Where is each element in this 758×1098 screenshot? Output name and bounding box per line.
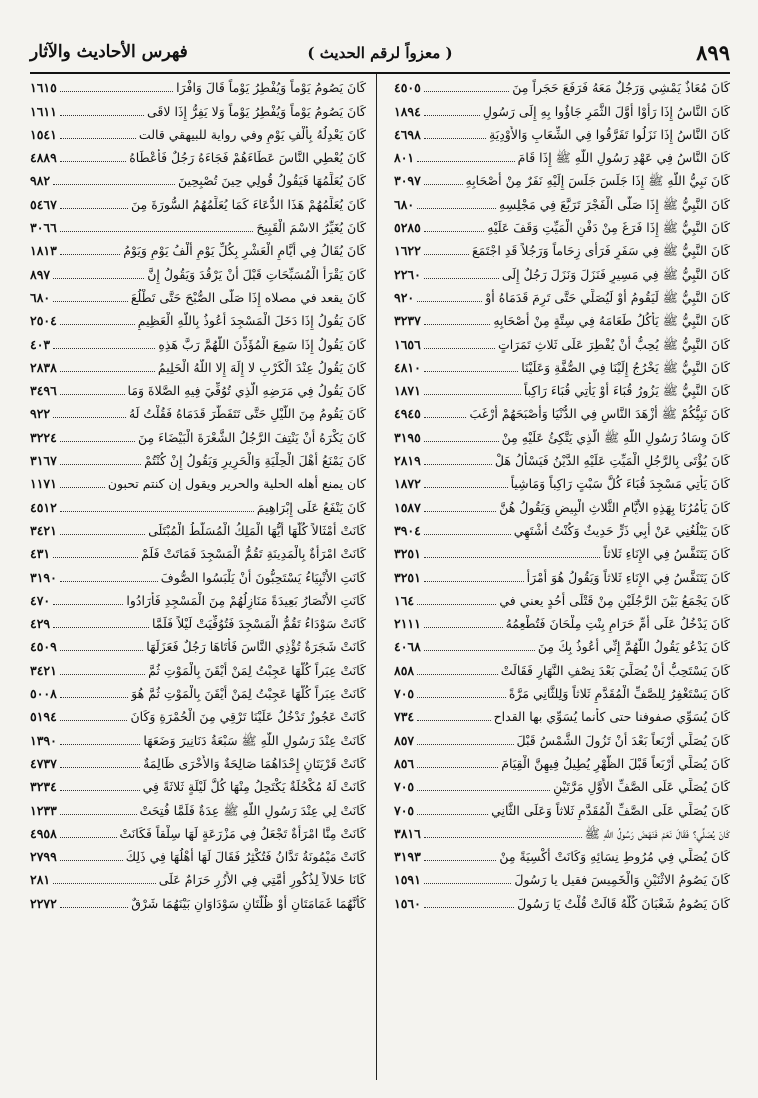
hadith-number: ٤٧٠ [30, 592, 51, 608]
hadith-incipit: كَانَ يَقُولُ إِذَا دَخَلَ الْمَسْجِدَ أَعُوذُ بِاللَّهِ الْعَظِيمِ [137, 313, 366, 329]
page-number: ٨٩٩ [696, 40, 730, 65]
hadith-incipit: كَانَ يَدْعُو يَقُولُ اللَّهُمَّ إِنِّي أَعُوذُ بِكَ مِنَ [537, 639, 730, 655]
index-entry [394, 470, 730, 493]
hadith-incipit: كَانَ النَّبِيُّ ﷺ إِذَا فَرَغَ مِنْ دَفْنِ الْمَيِّتِ وَقَفَ عَلَيْهِ [487, 220, 730, 236]
hadith-number: ١٦٥٦ [394, 336, 421, 352]
dot-leader [424, 837, 582, 838]
dot-leader [424, 184, 463, 185]
dot-leader [60, 511, 254, 512]
index-entry [394, 656, 730, 679]
dot-leader [424, 91, 509, 92]
dot-leader [53, 278, 144, 279]
hadith-incipit: كَانَ يَنْفَعُ عَلَى إِبْرَاهِيمَ [256, 499, 366, 515]
hadith-number: ١٥٩١ [394, 872, 421, 888]
index-entry [30, 167, 366, 190]
index-entry [394, 517, 730, 540]
running-subtitle: ( معزواً لرقم الحديث ) [307, 44, 453, 62]
dot-leader [424, 883, 512, 884]
index-entry [30, 796, 366, 819]
dot-leader [417, 790, 550, 791]
hadith-incipit: كَانَ يُصَلِّي أَرْبَعاً بَعْدَ أَنْ تَزُولَ الشَّمْسُ قَبْلَ [516, 732, 730, 748]
index-entry [394, 587, 730, 610]
index-entry [394, 121, 730, 144]
hadith-number: ٤٣١ [30, 546, 51, 562]
dot-leader [60, 837, 117, 838]
dot-leader [60, 138, 136, 139]
page-header [30, 38, 730, 74]
hadith-number: ٣٢٣٧ [394, 313, 421, 329]
hadith-incipit: كَانَ يُعَلِّمُهُمْ هَذَا الدُّعَاءَ كَمَا يُعَلِّمُهُمُ السُّورَةَ مِنَ [131, 196, 366, 212]
hadith-incipit: كَانَ وِسَادُ رَسُولِ اللَّهِ ﷺ الَّذِي يَتَّكِئُ عَلَيْهِ مِنْ [501, 429, 730, 445]
hadith-number: ٧٠٥ [394, 779, 415, 795]
dot-leader [60, 720, 128, 721]
hadith-incipit: كَانَ النَّبِيُّ ﷺ فِي سَفَرٍ فَرَأَى زِحَاماً وَرَجُلاً قَدِ اجْتَمَعَ [472, 243, 730, 259]
dot-leader [424, 417, 467, 418]
index-entry [394, 447, 730, 470]
hadith-incipit: كَانَ يَعْدِلُهُ بِأَلْفِ يَوْمٍ وفي رواية للبيهقي قالت [138, 126, 366, 142]
dot-leader [424, 371, 518, 372]
index-entry [394, 377, 730, 400]
dot-leader [417, 604, 496, 605]
dot-leader [424, 650, 535, 651]
hadith-incipit: كَانَ يَقْرَأُ الْمُسَبِّحَاتِ قَبْلَ أَنْ يَرْقُدَ وَيَقُولُ إِنَّ [147, 266, 366, 282]
hadith-incipit: كَانَ النَّبِيُّ ﷺ يَزُورُ قُبَاءَ أَوْ يَأْتِي قُبَاءَ رَاكِباً [523, 383, 730, 399]
hadith-incipit: كَانَتْ قَرْيَتَانِ إِحْدَاهُمَا صَالِحَةٌ وَالأُخْرَى ظَالِمَةٌ [143, 755, 366, 771]
hadith-incipit: كَانَتْ سَوْدَاءُ تَقُمُّ الْمَسْجِدَ فَتُوُفِّيَتْ لَيْلاً فَلَمَّا [151, 616, 366, 632]
dot-leader [53, 301, 128, 302]
hadith-incipit: كَانَ مُعَاذٌ يَمْشِي وَرَجُلٌ مَعَهُ فَرَفَعَ حَجَراً مِنَ [512, 80, 730, 96]
index-entry [30, 377, 366, 400]
hadith-incipit: كَانَ يَقُولُ عِنْدَ الْكَرْبِ لا إِلَهَ إِلا اللَّهُ الْحَلِيمُ [157, 359, 366, 375]
index-entry [30, 563, 366, 586]
dot-leader [60, 161, 126, 162]
hadith-incipit: كَانَتْ عِبَراً كُلُّهَا عَجِبْتُ لِمَنْ أَيْقَنَ بِالْمَوْتِ ثُمَّ هُوَ [131, 686, 366, 702]
hadith-number: ٤٠٦٨ [394, 639, 421, 655]
hadith-incipit: كَأَنَّهُمَا غَمَامَتَانِ أَوْ ظُلَّتَانِ سَوْدَاوَانِ بَيْنَهُمَا شَرْقٌ [131, 895, 366, 911]
hadith-number: ١٨١٣ [30, 243, 57, 259]
hadith-number: ١٨٩٤ [394, 103, 421, 119]
hadith-number: ٧٠٥ [394, 686, 415, 702]
dot-leader [424, 254, 469, 255]
index-entry [394, 307, 730, 330]
index-entry [30, 470, 366, 493]
hadith-number: ٨٥٧ [394, 732, 415, 748]
hadith-number: ٤٥١٢ [30, 499, 57, 515]
index-entry [394, 610, 730, 633]
dot-leader [53, 627, 149, 628]
hadith-incipit: كَانَ يَبْلُغُنِي عَنْ أَبِي ذَرٍّ حَدِيثٌ وَكُنْتُ أَشْتَهِي [513, 522, 730, 538]
index-columns [30, 74, 730, 1084]
hadith-number: ٣٠٩٧ [394, 173, 421, 189]
dot-leader [417, 744, 513, 745]
hadith-incipit: كَانَ يَمْنَعُ أَهْلَ الْحِلْيَةِ وَالْحَرِيرِ وَيَقُولُ إِنْ كُنْتُمْ [144, 453, 366, 469]
hadith-number: ٤٢٩ [30, 616, 51, 632]
hadith-number: ٤٩٥٨ [30, 825, 57, 841]
dot-leader [417, 720, 490, 721]
index-entry [30, 866, 366, 889]
index-entry [30, 703, 366, 726]
hadith-number: ٢١١١ [394, 616, 421, 632]
hadith-incipit: كَانَ النَّاسُ إِذَا نَزَلُوا تَفَرَّقُوا فِي الشِّعَابِ وَالأَوْدِيَةِ [489, 126, 730, 142]
index-entry [394, 843, 730, 866]
dot-leader [417, 208, 496, 209]
dot-leader [424, 394, 521, 395]
dot-leader [417, 767, 498, 768]
dot-leader [60, 860, 123, 861]
dot-leader [60, 371, 155, 372]
index-entry [394, 889, 730, 912]
hadith-incipit: كَانَتْ مَيْمُونَةُ تَدَّانُ فَتُكْثِرُ فَقَالَ لَهَا أَهْلُهَا فِي ذَلِكَ [125, 849, 366, 865]
index-entry [30, 74, 366, 97]
hadith-number: ٣٩٠٤ [394, 522, 421, 538]
hadith-incipit: كَانَتْ عَجُوزٌ تَدْخُلُ عَلَيْنَا تَرْقِي مِنَ الْحُمْرَةِ وَكَانَ [130, 709, 366, 725]
hadith-incipit: كَانَ يُقَالُ فِي أَيَّامِ الْعَشْرِ بِكُلِّ يَوْمٍ أَلْفُ يَوْمٍ وَيَوْمُ [123, 243, 366, 259]
hadith-number: ٣٢٢٤ [30, 429, 57, 445]
index-entry [30, 284, 366, 307]
index-entry [394, 680, 730, 703]
left-column [30, 74, 366, 913]
hadith-incipit: كَانَ يَدْخُلُ عَلَى أُمِّ حَرَامٍ بِنْتِ مِلْحَانَ فَتُطْعِمُهُ [505, 616, 730, 632]
index-entry [394, 97, 730, 120]
index-entry [30, 354, 366, 377]
dot-leader [53, 883, 156, 884]
hadith-incipit: كَانَ يَأْتِي مَسْجِدَ قُبَاءَ كُلَّ سَبْتٍ رَاكِباً وَمَاشِياً [510, 476, 730, 492]
dot-leader [53, 557, 138, 558]
dot-leader [60, 441, 135, 442]
hadith-incipit: كَانَ يُعَلِّمُهَا فَيَقُولُ قُولِي حِينَ تُصْبِحِينَ [178, 173, 366, 189]
hadith-number: ٦٨٠ [30, 289, 51, 305]
index-entry [30, 726, 366, 749]
hadith-incipit: كَانَ يُصَلِّي عَلَى الصَّفِّ الْمُقَدَّمِ ثَلاثاً وَعَلَى الثَّانِي [491, 802, 730, 818]
index-entry [30, 330, 366, 353]
hadith-incipit: كَانَ النَّبِيُّ ﷺ إِذَا صَلَّى الْفَجْرَ تَرَبَّعَ فِي مَجْلِسِهِ [499, 196, 730, 212]
hadith-incipit: كَانَتْ لِي عِنْدَ رَسُولِ اللَّهِ ﷺ عِدَةٌ فَلَمَّا فُتِحَتْ [139, 802, 366, 818]
index-entry [394, 190, 730, 213]
hadith-number: ٥٠٠٨ [30, 686, 57, 702]
index-entry [394, 74, 730, 97]
dot-leader [424, 557, 601, 558]
hadith-number: ٢٥٠٤ [30, 313, 57, 329]
dot-leader [417, 674, 498, 675]
hadith-incipit: كَانَتْ عِبَراً كُلُّهَا عَجِبْتُ لِمَنْ أَيْقَنَ بِالْمَوْتِ ثُمَّ [148, 662, 366, 678]
dot-leader [424, 534, 511, 535]
index-entry [30, 97, 366, 120]
dot-leader [60, 115, 144, 116]
index-entry [394, 726, 730, 749]
index-entry [30, 773, 366, 796]
hadith-number: ٢٨١٩ [394, 453, 421, 469]
hadith-number: ٤٥٠٥ [394, 80, 421, 96]
dot-leader [417, 161, 515, 162]
index-entry [30, 237, 366, 260]
hadith-incipit: كَانَ النَّبِيُّ ﷺ فِي مَسِيرٍ فَنَزَلَ وَنَزَلَ رَجُلٌ إِلَى [501, 266, 730, 282]
dot-leader [60, 814, 137, 815]
column-divider [376, 74, 377, 1080]
hadith-number: ١٦٢٢ [394, 243, 421, 259]
index-entry [394, 214, 730, 237]
hadith-incipit: كَانَتْ شَجَرَةٌ تُؤْذِي النَّاسَ فَأَتَاهَا رَجُلٌ فَعَزَلَهَا [146, 639, 366, 655]
index-entry [394, 330, 730, 353]
dot-leader [53, 348, 155, 349]
dot-leader [424, 464, 492, 465]
index-entry [394, 167, 730, 190]
hadith-incipit: كَانَا حَلالاً لِذُكُورِ أُمَّتِي فِي الأُزُرِ حَرَامٌ عَلَى [158, 872, 366, 888]
index-entry [394, 423, 730, 446]
index-entry [394, 354, 730, 377]
dot-leader [60, 91, 173, 92]
hadith-number: ٤٨٨٩ [30, 150, 57, 166]
dot-leader [424, 487, 508, 488]
hadith-number: ٣١٩٣ [394, 849, 421, 865]
hadith-number: ١٨٧١ [394, 383, 421, 399]
index-entry [30, 680, 366, 703]
index-entry [394, 820, 730, 843]
hadith-number: ٣٤٢١ [30, 662, 57, 678]
hadith-incipit: كَانَ يَصُومُ يَوْماً وَيُفْطِرُ يَوْماً قَالَ وَافْرَا [176, 80, 366, 96]
hadith-number: ١٥٦٠ [394, 895, 421, 911]
dot-leader [60, 487, 105, 488]
hadith-number: ٤٠٣ [30, 336, 51, 352]
index-entry [30, 447, 366, 470]
hadith-number: ٩٢٢ [30, 406, 51, 422]
hadith-incipit: كَانَ يَصُومُ الاثْنَيْنِ وَالْخَمِيسَ فقيل يا رَسُولَ [514, 872, 730, 888]
hadith-number: ٨٥٦ [394, 755, 415, 771]
hadith-number: ٨٠١ [394, 150, 415, 166]
dot-leader [53, 604, 123, 605]
index-entry [30, 587, 366, 610]
dot-leader [424, 138, 486, 139]
hadith-number: ٤٦٩٨ [394, 126, 421, 142]
hadith-number: ٣١٩٠ [30, 569, 57, 585]
dot-leader [424, 581, 524, 582]
hadith-number: ١٥٨٧ [394, 499, 421, 515]
index-entry [394, 400, 730, 423]
hadith-incipit: كَانَ يُسَوِّي صفوفنا حتى كأنما يُسَوِّي بها القداح [493, 709, 730, 725]
hadith-number: ٢٢٧٢ [30, 895, 57, 911]
hadith-number: ٨٥٨ [394, 662, 415, 678]
dot-leader [417, 697, 506, 698]
index-entry [30, 400, 366, 423]
hadith-number: ١٥٤١ [30, 126, 57, 142]
dot-leader [424, 441, 499, 442]
index-entry [30, 493, 366, 516]
index-entry [394, 773, 730, 796]
dot-leader [60, 231, 253, 232]
hadith-number: ١٢٣٣ [30, 802, 57, 818]
hadith-number: ٥١٩٤ [30, 709, 57, 725]
dot-leader [60, 464, 141, 465]
book-title: فهرس الأحاديث والآثار [30, 42, 188, 62]
hadith-number: ٤٧٣٧ [30, 755, 57, 771]
dot-leader [60, 208, 128, 209]
dot-leader [60, 767, 140, 768]
dot-leader [424, 627, 503, 628]
index-entry [30, 423, 366, 446]
hadith-incipit: كَانَتِ الأَنْبِيَاءُ يَسْتَحِبُّونَ أَنْ يَلْبَسُوا الصُّوفَ [160, 569, 366, 585]
index-entry [394, 144, 730, 167]
index-entry [394, 750, 730, 773]
index-entry [394, 493, 730, 516]
hadith-number: ٢٨١ [30, 872, 51, 888]
hadith-number: ٧٣٤ [394, 709, 415, 725]
hadith-incipit: كَانَ يَأْمُرُنَا بِهَذِهِ الأَيَّامِ الثَّلاثِ الْبِيضِ وَيَقُولُ هُنَّ [499, 499, 730, 515]
index-entry [30, 540, 366, 563]
dot-leader [424, 907, 514, 908]
index-entry [394, 284, 730, 307]
hadith-incipit: كَانَ يُصَلِّي؟ فَقَالَ نَعَمْ فَنَهَضَ رَسُولُ اللَّهِ ﷺ [584, 825, 730, 841]
index-entry [394, 703, 730, 726]
hadith-incipit: كَانَ نَبِيُّكُمْ ﷺ أَزْهَدَ النَّاسِ فِي الدُّنْيَا وَأَصْبَحَهُمْ أَرْغَبَ [469, 406, 730, 422]
index-entry [30, 656, 366, 679]
hadith-incipit: كَانَ نَبِيُّ اللَّهِ ﷺ إِذَا جَلَسَ جَلَسَ إِلَيْهِ نَفَرٌ مِنْ أَصْحَابِهِ [465, 173, 730, 189]
dot-leader [60, 790, 140, 791]
hadith-number: ٣٢٥١ [394, 569, 421, 585]
dot-leader [53, 417, 126, 418]
hadith-number: ٤٨١٠ [394, 359, 421, 375]
hadith-incipit: كَانَتْ مِنَّا امْرَأَةٌ تَجْعَلُ فِي مَزْرَعَةٍ لَهَا سِلْقاً فَكَانَتْ [119, 825, 366, 841]
dot-leader [60, 650, 143, 651]
hadith-number: ٥٢٨٥ [394, 220, 421, 236]
index-entry [30, 307, 366, 330]
dot-leader [53, 184, 175, 185]
hadith-number: ٨٩٧ [30, 266, 51, 282]
hadith-incipit: كَانَ يُعْطِي النَّاسَ عَطَاءَهُمْ فَجَاءَهُ رَجُلٌ فَأَعْطَاهُ [129, 150, 366, 166]
hadith-incipit: كَانَتِ الأَنْصَارُ بَعِيدَةً مَنَازِلُهُمْ مِنَ الْمَسْجِدِ فَأَرَادُوا [126, 592, 366, 608]
hadith-incipit: كَانَ يُغَيِّرُ الاسْمَ الْقَبِيحَ [256, 220, 366, 236]
index-entry [30, 144, 366, 167]
dot-leader [424, 231, 484, 232]
hadith-incipit: كَانَ يُصَلِّي أَرْبَعاً قَبْلَ الظُّهْرِ يُطِيلُ فِيهِنَّ الْقِيَامَ [501, 755, 730, 771]
hadith-number: ١١٧١ [30, 476, 57, 492]
dot-leader [417, 814, 488, 815]
index-entry [30, 889, 366, 912]
dot-leader [60, 674, 145, 675]
hadith-number: ٣٤٢١ [30, 522, 57, 538]
hadith-number: ٣١٩٥ [394, 429, 421, 445]
hadith-incipit: كَانَ يُصَلِّي فِي مُرُوطِ نِسَائِهِ وَكَانَتْ أَكْسِيَةً مِنْ [499, 849, 730, 865]
index-entry [394, 866, 730, 889]
hadith-incipit: كَانَ يُؤْتَى بِالرَّجُلِ الْمَيِّتِ عَلَيْهِ الدَّيْنُ فَيَسْأَلُ هَلْ [494, 453, 730, 469]
dot-leader [60, 254, 120, 255]
hadith-incipit: كَانَ يَقُولُ إِذَا سَمِعَ الْمُؤَذِّنَ اللَّهُمَّ رَبَّ هَذِهِ [158, 336, 366, 352]
hadith-incipit: كَانَ يُصَلِّي عَلَى الصَّفِّ الأَوَّلِ مَرَّتَيْنِ [553, 779, 730, 795]
index-entry [394, 796, 730, 819]
hadith-incipit: كَانَ يَجْمَعُ بَيْنَ الرَّجُلَيْنِ مِنْ قَتْلَى أُحُدٍ يعني في [499, 592, 730, 608]
hadith-number: ٥٤٦٧ [30, 196, 57, 212]
hadith-incipit: كَانَتْ امْرَأَةٌ بِالْمَدِينَةِ تَقُمُّ الْمَسْجِدَ فَمَاتَتْ فَلَمْ [141, 546, 366, 562]
hadith-incipit: كَانَ يَصُومُ يَوْماً وَيُفْطِرُ يَوْماً وَلا يَفِرُّ إِذَا لاقَى [146, 103, 366, 119]
hadith-incipit: كَانَ يقعد في مصلاه إِذَا صَلَّى الصُّبْحَ حَتَّى تَطْلُعَ [130, 289, 366, 305]
hadith-number: ١٨٧٢ [394, 476, 421, 492]
dot-leader [424, 278, 499, 279]
hadith-number: ١٦١٥ [30, 80, 57, 96]
hadith-incipit: كَانَ النَّبِيُّ ﷺ يَأْكُلُ طَعَامَهُ فِي سِتَّةٍ مِنْ أَصْحَابِهِ [493, 313, 730, 329]
dot-leader [60, 394, 125, 395]
index-entry [30, 610, 366, 633]
index-entry [30, 260, 366, 283]
index-entry [30, 843, 366, 866]
hadith-number: ٣٢٥١ [394, 546, 421, 562]
dot-leader [417, 301, 482, 302]
hadith-number: ٣٤٩٦ [30, 383, 57, 399]
hadith-incipit: كَانَ يَسْتَحِبُّ أَنْ يُصَلِّيَ بَعْدَ نِصْفِ النَّهَارِ فَقَالَتْ [500, 662, 730, 678]
right-column [394, 74, 730, 913]
hadith-incipit: كَانَ يَصُومُ شَعْبَانَ كُلَّهُ قَالَتْ قُلْتُ يَا رَسُولَ [517, 895, 730, 911]
dot-leader [424, 860, 497, 861]
index-entry [30, 633, 366, 656]
index-entry [394, 540, 730, 563]
index-entry [394, 633, 730, 656]
index-entry [30, 214, 366, 237]
dot-leader [424, 348, 495, 349]
hadith-incipit: كَانَتْ أَمْثَالاً كُلُّهَا أَيُّهَا الْمَلِكُ الْمُسَلَّطُ الْمُبْتَلَى [148, 522, 366, 538]
dot-leader [60, 534, 145, 535]
hadith-incipit: كَانَتْ عِنْدَ رَسُولِ اللَّهِ ﷺ سَبْعَةُ دَنَانِيرَ وَضَعَهَا [143, 732, 366, 748]
hadith-number: ٦٨٠ [394, 196, 415, 212]
hadith-incipit: كَانَ يَتَنَفَّسُ فِي الإِنَاءِ ثَلاثاً وَيَقُولُ هُوَ أَمْرَأُ [526, 569, 730, 585]
hadith-number: ٩٢٠ [394, 289, 415, 305]
hadith-incipit: كَانَ النَّبِيُّ ﷺ لَيَقُومُ أَوْ لَيُصَلِّي حَتَّى تَرِمَ قَدَمَاهُ أَوْ [485, 289, 730, 305]
hadith-number: ٣٢٣٤ [30, 779, 57, 795]
hadith-number: ١٣٩٠ [30, 732, 57, 748]
hadith-incipit: كَانَ يَسْتَغْفِرُ لِلصَّفِّ الْمُقَدَّمِ ثَلاثاً وَلِلثَّانِي مَرَّةً [508, 686, 730, 702]
hadith-number: ٢٧٩٩ [30, 849, 57, 865]
dot-leader [60, 744, 141, 745]
hadith-incipit: كَانَ النَّبِيُّ ﷺ يَخْرُجُ إِلَيْنَا فِي الصُّفَّةِ وَعَلَيْنَا [521, 359, 730, 375]
hadith-incipit: كَانَ يَكْرَهُ أَنْ يَنْتِفَ الرَّجُلُ الشَّعْرَةَ الْبَيْضَاءَ مِنَ [137, 429, 366, 445]
hadith-incipit: كَانَ يَقُولُ فِي مَرَضِهِ الَّذِي تُوُفِّيَ فِيهِ الصَّلاةَ وَمَا [127, 383, 366, 399]
hadith-incipit: كَانَ النَّبِيُّ ﷺ يُحِبُّ أَنْ يُفْطِرَ عَلَى ثَلاثِ تَمَرَاتٍ [497, 336, 730, 352]
dot-leader [424, 324, 490, 325]
dot-leader [424, 115, 480, 116]
dot-leader [60, 581, 158, 582]
dot-leader [60, 907, 128, 908]
hadith-incipit: كَانَ يَتَنَفَّسُ فِي الإِنَاءِ ثَلاثاً [603, 546, 730, 562]
index-entry [394, 237, 730, 260]
index-entry [30, 820, 366, 843]
hadith-number: ٧٠٥ [394, 802, 415, 818]
hadith-number: ٣٨١٦ [394, 825, 421, 841]
hadith-number: ١٦٤ [394, 592, 415, 608]
hadith-incipit: كَانَ النَّاسُ فِي عَهْدِ رَسُولِ اللَّهِ ﷺ إِذَا قَامَ [517, 150, 730, 166]
hadith-incipit: كَانَ يَقُومُ مِنَ اللَّيْلِ حَتَّى تَتَفَطَّرَ قَدَمَاهُ فَقُلْتُ لَهُ [128, 406, 366, 422]
hadith-incipit: كَانَ النَّاسُ إِذَا رَأَوْا أَوَّلَ الثَّمَرِ جَاؤُوا بِهِ إِلَى رَسُولِ [482, 103, 730, 119]
hadith-number: ٩٨٢ [30, 173, 51, 189]
index-entry [394, 563, 730, 586]
hadith-incipit: كَانَتْ لَهُ مُكْحُلَةٌ يَكْتَحِلُ مِنْهَا كُلَّ لَيْلَةٍ ثَلاثَةً فِي [142, 779, 366, 795]
index-entry [394, 260, 730, 283]
hadith-number: ٢٨٣٨ [30, 359, 57, 375]
index-entry [30, 121, 366, 144]
hadith-number: ٣١٦٧ [30, 453, 57, 469]
dot-leader [60, 324, 135, 325]
hadith-number: ٢٢٦٠ [394, 266, 421, 282]
dot-leader [424, 511, 496, 512]
hadith-number: ٤٩٤٥ [394, 406, 421, 422]
dot-leader [60, 697, 128, 698]
hadith-incipit: كان يمنع أهله الحلية والحرير ويقول إن كنتم تحبون [107, 476, 366, 492]
hadith-number: ١٦١١ [30, 103, 57, 119]
index-entry [30, 190, 366, 213]
hadith-number: ٣٠٦٦ [30, 220, 57, 236]
hadith-number: ٤٥٠٩ [30, 639, 57, 655]
index-entry [30, 750, 366, 773]
index-entry [30, 517, 366, 540]
